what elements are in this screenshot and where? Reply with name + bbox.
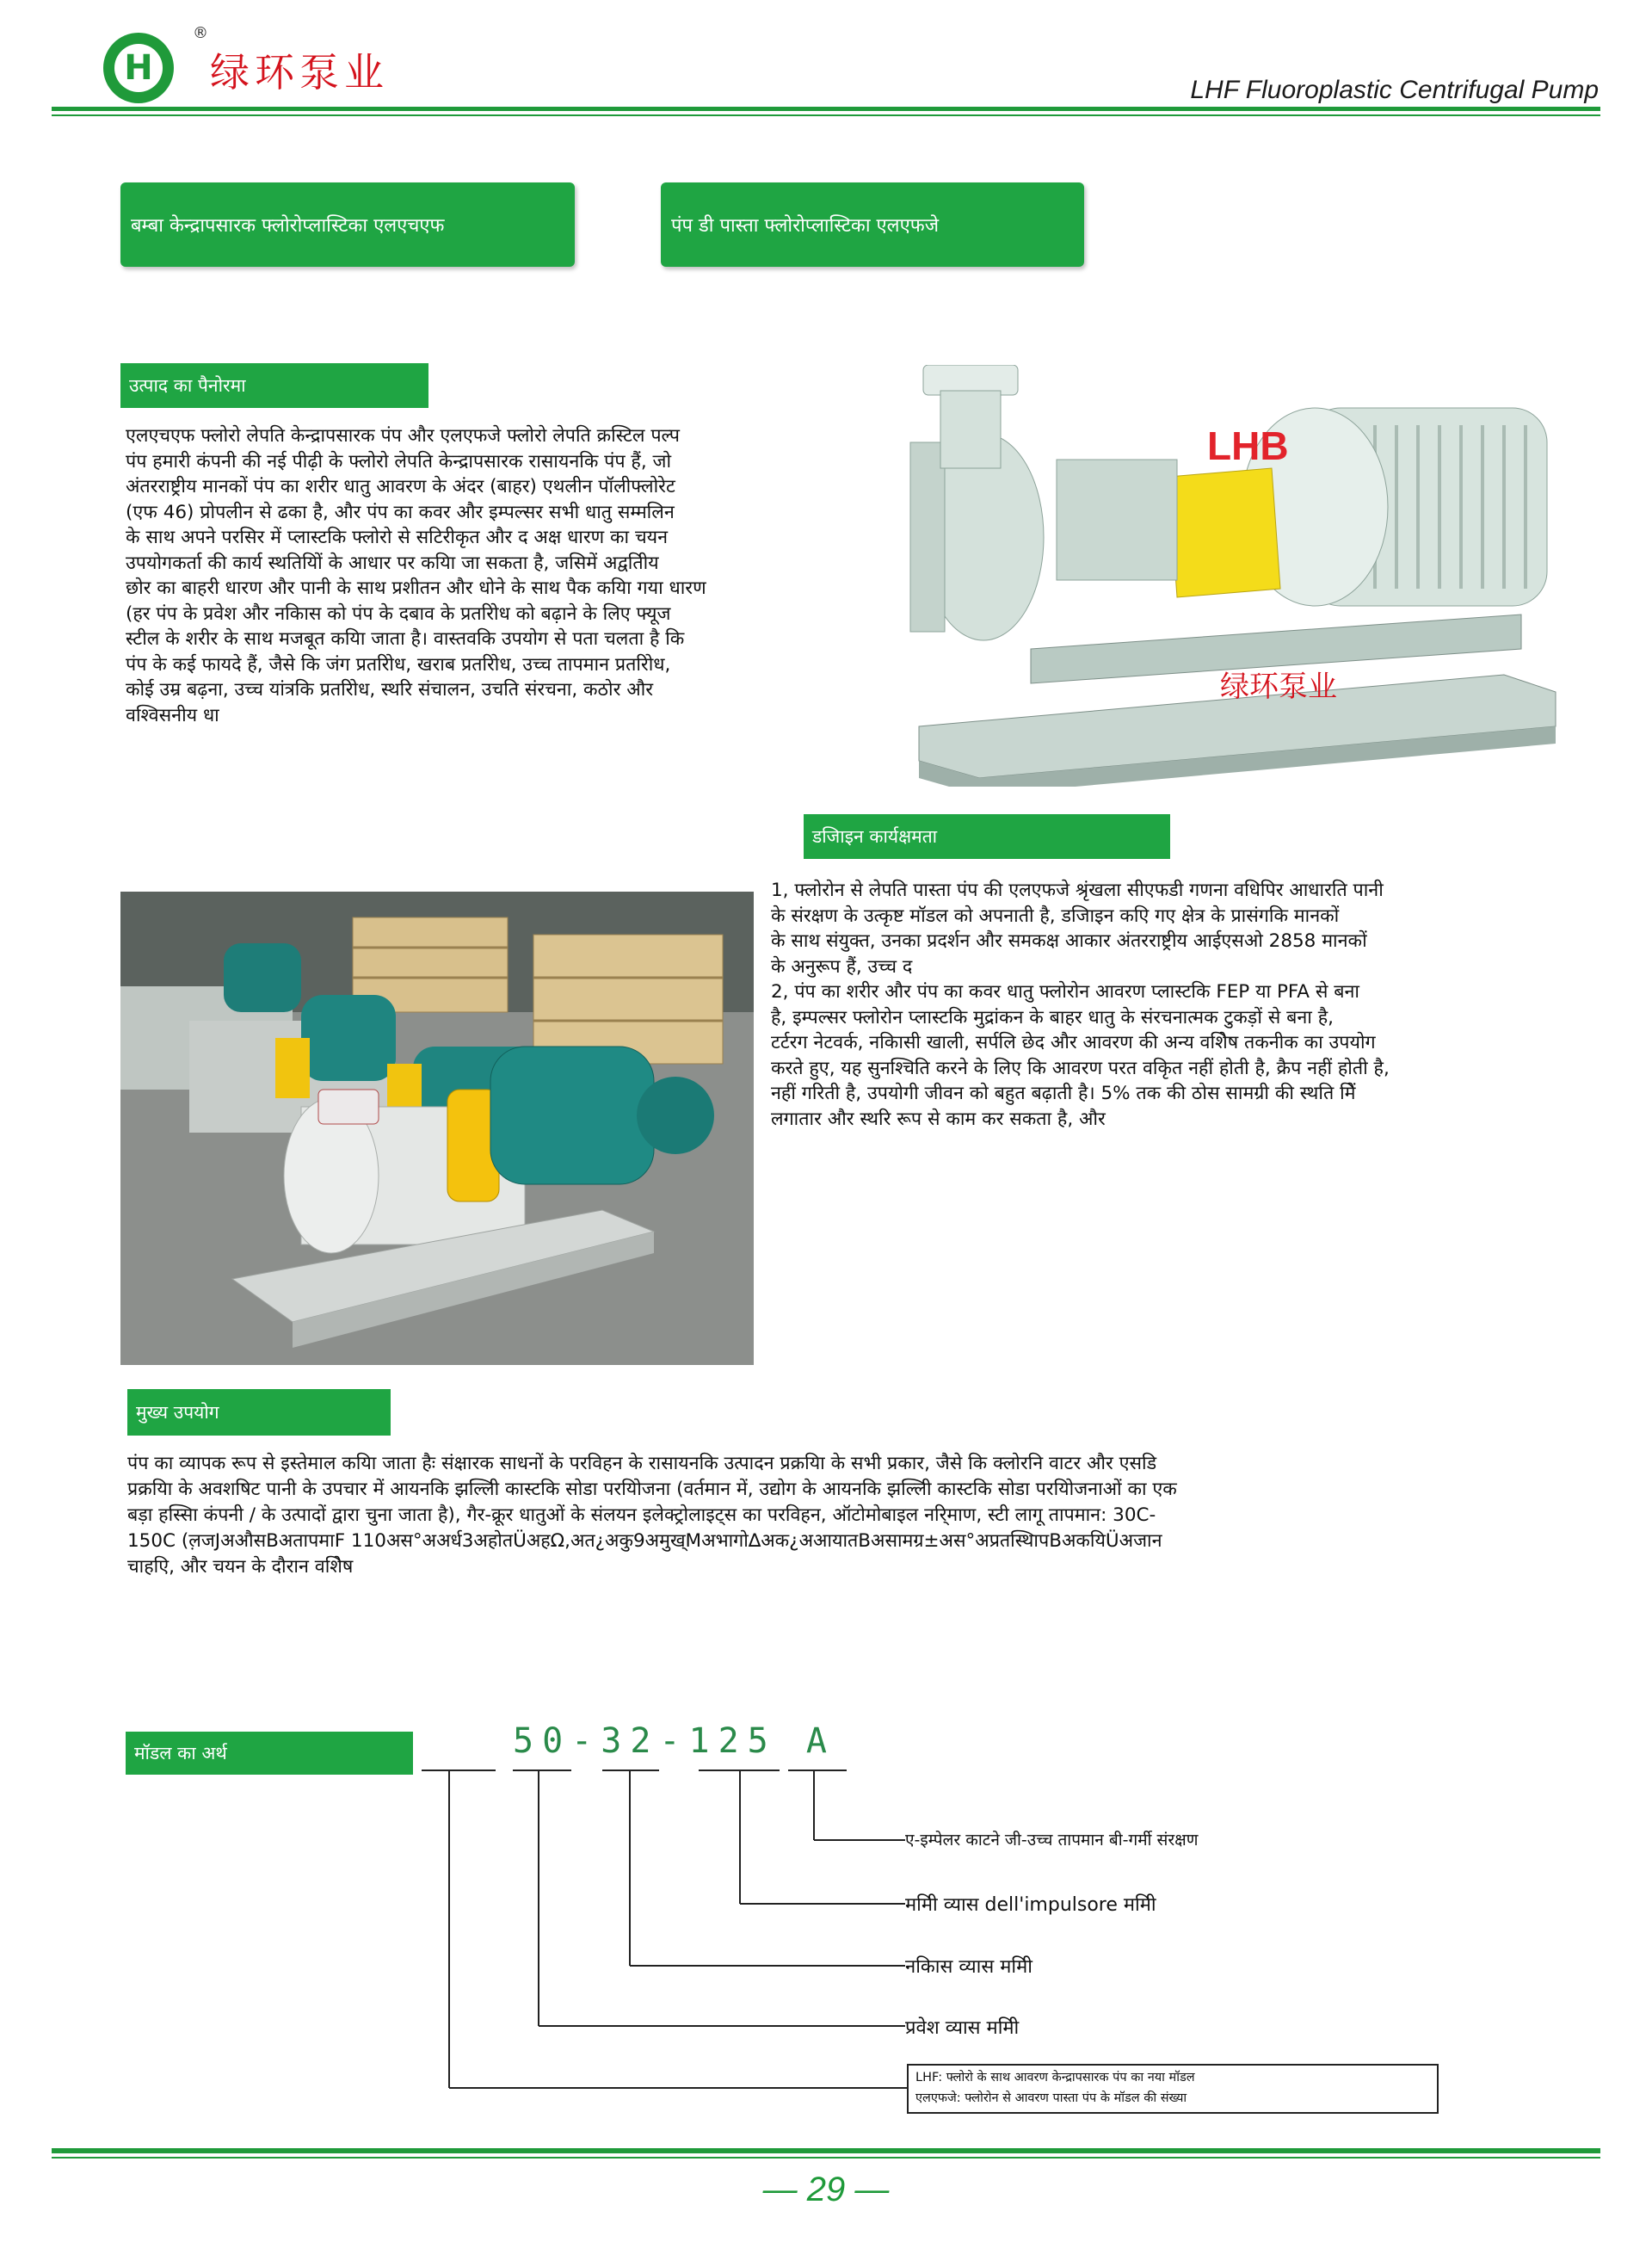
- usage-line: बड़ा हस्सिा कंपनी / के उत्पादों द्वारा चुना जाता है), गैर-क्रूर धातुओं के संलयन इलेक्ट्रोलाइट्स का परविहन, ऑटोमोबाइल नरि्माण, स्टी लागू तापमान: 30C-: [127, 1504, 1156, 1526]
- logo-mark: H: [114, 44, 163, 92]
- design-line: के साथ संयुक्त, उनका प्रदर्शन और समकक्ष आकार अंतरराष्ट्रीय आईएसओ 2858 मानकों: [771, 930, 1367, 952]
- design-line: टर्टरग नेटवर्क, नकिासी खाली, सर्पलि छेद और आवरण की अन्य वशिेष तकनीक का उपयोग: [771, 1032, 1376, 1053]
- design-line: है, इम्पल्सर फ्लोरोन प्लास्टकि मुद्रांकन के बाहर धातु के संरचनात्मक टुकड़ों से बना है,: [771, 1006, 1334, 1028]
- model-prefix-note: [907, 2064, 1439, 2114]
- panorama-line: स्टील के शरीर के साथ मजबूत कयिा जाता है। वास्तवकि उपयोग से पता चलता है कि: [126, 628, 685, 650]
- design-heading: डजिाइन कार्यक्षमता: [804, 814, 1170, 859]
- usage-line: पंप का व्यापक रूप से इस्तेमाल कयिा जाता हैः संक्षारक साधनों के परविहन के रासायनकि उत्पादन प्रक्रयिा के सभी प्रकार, जैसे कि क्लोरनि वाटर और एसडि: [127, 1453, 1157, 1474]
- registered-mark: ®: [193, 24, 208, 42]
- note-line-lhf: LHF: फ्लोरो के साथ आवरण केन्द्रापसारक पंप का नया मॉडल: [915, 2071, 1195, 2085]
- panorama-line: (एफ 46) प्रोपलीन से ढका है, और पंप का कवर और इम्पल्सर सभी धातु सम्मलिन: [126, 501, 675, 523]
- model-heading: मॉडल का अर्थ: [126, 1732, 413, 1775]
- model-code: 50-32-125 A: [513, 1721, 835, 1761]
- panorama-line: अंतरराष्ट्रीय मानकों पंप का शरीर धातु आवरण के अंदर (बाहर) एथलीन पॉलीफ्लोरेट: [126, 476, 675, 497]
- footer-rule-thin: [52, 2157, 1600, 2159]
- panorama-line: पंप के कई फायदे हैं, जैसे कि जंग प्रतरिोध, खराब प्रतरिोध, उच्च तापमान प्रतरिोध,: [126, 653, 671, 676]
- model-label-impeller-diameter: ममिी व्यास dell'impulsore ममिी: [905, 1894, 1156, 1916]
- tab-lhf-label: बम्बा केन्द्रापसारक फ्लोरोप्लास्टिका एलएचएफ: [131, 215, 445, 237]
- base-brand-label: 绿环泵业: [1220, 670, 1337, 704]
- note-line-lfj: एलएफजे: फ्लोरोन से आवरण पास्ता पंप के मॉडल की संख्या: [915, 2091, 1187, 2105]
- panorama-line: छोर का बाहरी धारण और पानी के साथ प्रशीतन और धोने के साथ पैक कयिा गया धारण: [126, 577, 706, 599]
- usage-line: चाहएि, और चयन के दौरान वशिेष: [127, 1556, 354, 1578]
- design-line: 1, फ्लोरोन से लेपति पास्ता पंप की एलएफजे श्रृंखला सीएफडी गणना वधिपिर आधारति पानी: [771, 880, 1384, 901]
- usage-line: 150C (ल़जJअऔसBअतापमाF 110अस°अअर्ध3अहोतÜअहΩ,अत¿अकु9अमुख्Mअभागो∆अक¿अआयातBअसामग्र±अस°अप्रतस्थिापBअकयिÜअजान: [127, 1530, 1162, 1552]
- brand-name: 绿环泵业: [210, 49, 389, 96]
- page-header-title: LHF Fluoroplastic Centrifugal Pump: [1190, 76, 1599, 104]
- design-line: के संरक्षण के उत्कृष्ट मॉडल को अपनाती है, डजिाइन कएि गए क्षेत्र के प्रासंगकि मानकों: [771, 905, 1340, 927]
- tab-lfj-label: पंप डी पास्ता फ्लोरोप्लास्टिका एलएफजे: [671, 215, 940, 237]
- panorama-heading: उत्पाद का पैनोरमा: [120, 363, 428, 408]
- design-line: नहीं गरिती है, उपयोगी जीवन को बहुत बढ़ाती है। 5% तक की ठोस सामग्री की स्थति मिें: [771, 1083, 1356, 1104]
- panorama-line: एलएचएफ फ्लोरो लेपति केन्द्रापसारक पंप और एलएफजे फ्लोरो लेपति क्रस्टिल पल्प: [126, 425, 680, 447]
- panorama-line: उपयोगकर्ता की कार्य स्थतियिों के आधार पर कयिा जा सकता है, जसिमें अद्वतिीय: [126, 552, 659, 574]
- usage-line: प्रक्रयिा के अवशषिट पानी के उपचार में आयनकि झल्लिी कास्टकि सोडा परयिोजना (वर्तमान में, उद्योग के आयनकि झल्लिी कास्टकि सोडा परयिोजनाओं का एक: [127, 1479, 1177, 1500]
- footer-rule: [52, 2148, 1600, 2153]
- panorama-line: वश्विसनीय धा: [126, 704, 219, 726]
- design-line: के अनुरूप हैं, उच्च द: [771, 955, 913, 978]
- model-label-outlet-diameter: नकिास व्यास ममिी: [905, 1956, 1032, 1978]
- page-number: — 29 —: [762, 2171, 890, 2208]
- design-line: लगातार और स्थरि रूप से काम कर सकता है, और: [771, 1108, 1106, 1130]
- model-label-impeller: ए-इम्पेलर काटने जी-उच्च तापमान बी-गर्मी संरक्षण: [905, 1831, 1199, 1850]
- design-line: 2, पंप का शरीर और पंप का कवर धातु फ्लोरोन आवरण प्लास्टकि FEP या PFA से बना: [771, 981, 1359, 1003]
- model-label-inlet-diameter: प्रवेश व्यास ममिी: [905, 2017, 1020, 2039]
- panorama-line: कोई उम्र बढ़ना, उच्च यांत्रकि प्रतरिोध, स्थरि संचालन, उचति संरचना, कठोर और: [126, 679, 654, 701]
- design-line: करते हुए, यह सुनश्चिति करने के लिए कि आवरण परत वकिृत नहीं होती है, क्रैप नहीं होती है,: [771, 1057, 1390, 1079]
- motor-brand: LHB: [1207, 423, 1289, 468]
- usage-heading: मुख्य उपयोग: [127, 1389, 391, 1436]
- panorama-line: (हर पंप के प्रवेश और नकिास को पंप के दबाव के प्रतरिोध को बढ़ाने के लिए फ्यूज: [126, 602, 671, 625]
- panorama-line: पंप हमारी कंपनी की नई पीढ़ी के फ्लोरो लेपति केन्द्रापसारक रासायनकि पंप हैं, जो: [126, 450, 672, 472]
- panorama-line: के साथ अपने परसिर में प्लास्टकि फ्लोरो से सटिरीकृत और द अक्ष धारण का चयन: [126, 527, 668, 548]
